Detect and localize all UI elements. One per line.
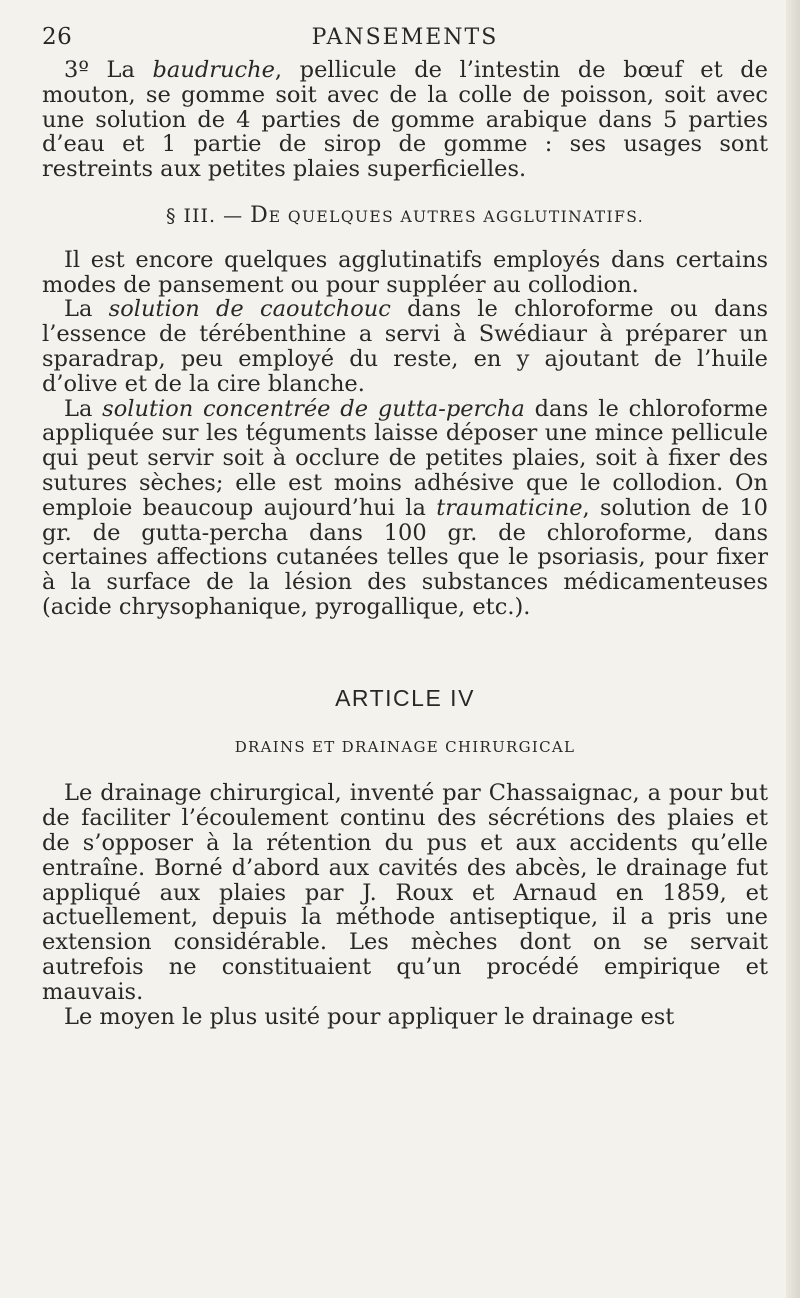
section-number: § III. — bbox=[165, 204, 251, 227]
body-text bbox=[42, 58, 768, 1029]
term-baudruche: baudruche bbox=[152, 57, 275, 83]
article-subtitle: DRAINS ET DRAINAGE CHIRURGICAL bbox=[234, 737, 576, 756]
gutta-text-a: dans le chloroforme appliquée sur les téguments laisse déposer une mince pellicule qui peut servir soit à occlure de petites plaies, soit à fixer des sutures sèches; elle est moins adhésive que le collodion. On emploie beaucoup aujourd’hui la bbox=[42, 395, 769, 521]
item-3-paragraph bbox=[42, 58, 768, 182]
page-header bbox=[42, 24, 768, 56]
section-heading bbox=[42, 204, 768, 230]
section-title-initial: D bbox=[250, 202, 269, 228]
gutta-lead: La bbox=[64, 395, 103, 422]
caoutchouc-lead: La bbox=[64, 296, 109, 323]
gutta-text-b: , solution de 10 gr. de gutta-percha dans 100 gr. de chloroforme, dans certaines affections cutanées telles que le psoriasis, pour fixer à la surface de la lésion des substances médicamenteuses (acide chrysophanique, pyrogallique, etc.). bbox=[42, 494, 768, 620]
term-gutta-percha: solution concentrée de gutta-percha bbox=[102, 395, 525, 422]
term-traumaticine: traumaticine bbox=[436, 494, 583, 521]
term-caoutchouc: solution de caoutchouc bbox=[108, 296, 391, 323]
item-3-text: , pellicule de l’intestin de bœuf et de mouton, se gomme soit avec de la colle de poisson, soit avec une solution de 4 parties de gomme arabique dans 5 parties d’eau et 1 partie de sirop de gomme : ses usages sont restreints aux petites plaies superficielles. bbox=[42, 57, 768, 183]
page-edge-shadow bbox=[786, 0, 800, 1298]
gutta-percha-paragraph bbox=[42, 397, 768, 620]
article-title: ARTICLE IV bbox=[335, 684, 475, 711]
section-title: E QUELQUES AUTRES AGGLUTINATIFS. bbox=[268, 207, 645, 226]
drainage-paragraph: Le drainage chirurgical, inventé par Chassaignac, a pour but de faciliter l’écoulement continu des sécrétions des plaies et de s’opposer à la rétention du pus et aux accidents qu’elle entraîne. Borné d’abord aux cavités des abcès, le drainage fut appliqué aux plaies par J. Roux et Arnaud en 1859, et actuellement, depuis la méthode antiseptique, il a pris une extension considérable. Les mèches dont on se servait autrefois ne constituaient qu’un procédé empirique et mauvais. bbox=[42, 780, 768, 1005]
item-3-marker: 3º La bbox=[64, 57, 153, 83]
caoutchouc-paragraph bbox=[42, 297, 768, 396]
drainage-continuation: Le moyen le plus usité pour appliquer le drainage est bbox=[64, 1003, 675, 1030]
page-number: 26 bbox=[42, 24, 73, 50]
caoutchouc-text: dans le chloroforme ou dans l’essence de térébenthine a servi à Swédiaur à préparer un sparadrap, peu employé du reste, en y ajoutant de l’huile d’olive et de la cire blanche. bbox=[42, 296, 769, 397]
running-head: PANSEMENTS bbox=[311, 25, 499, 50]
intro-paragraph: Il est encore quelques agglutinatifs employés dans certains modes de pansement ou pour suppléer au collodion. bbox=[42, 246, 768, 298]
